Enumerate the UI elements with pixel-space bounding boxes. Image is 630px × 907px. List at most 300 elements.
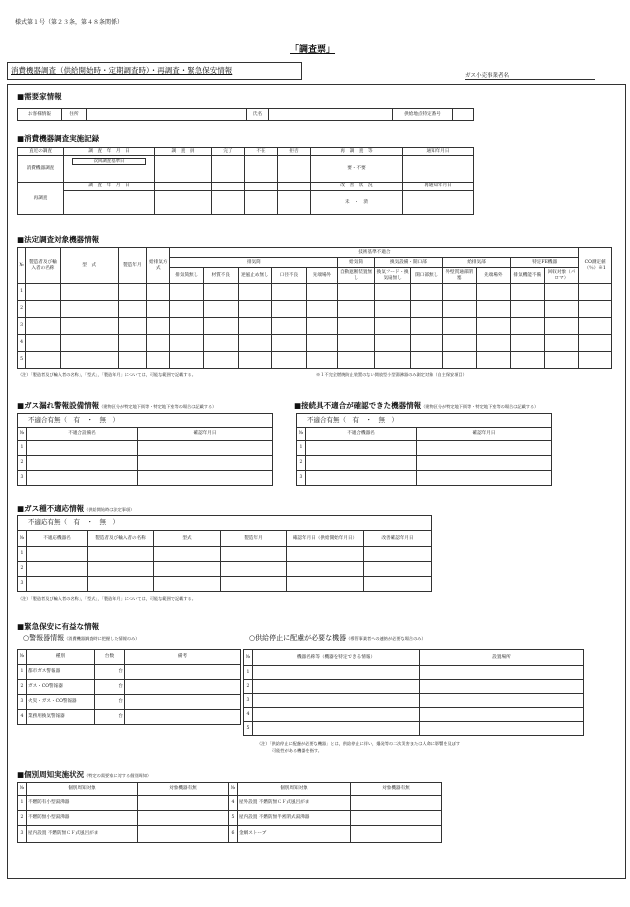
company-name-field[interactable] — [465, 73, 595, 80]
company-label: ガス小売事業者名 — [465, 73, 510, 79]
gastype-heading: ■ガス種不適応情報（供給開始時は法定事項） — [17, 504, 135, 513]
table-row[interactable] — [18, 710, 241, 725]
joint-status[interactable]: 不適合有無（ 有 ・ 無 ） — [297, 414, 552, 428]
joint-heading: ■接続具不適合が確認できた機器情報（建物区分が特定地下街等・特定地下室等の場合は記載する） — [294, 401, 539, 410]
col-hood: 換気フード・換気扇無し — [374, 268, 411, 284]
input-cell[interactable] — [118, 352, 146, 369]
input-cell[interactable] — [170, 335, 204, 352]
input-cell[interactable] — [420, 666, 584, 680]
input-cell[interactable] — [420, 708, 584, 722]
input-cell[interactable] — [442, 318, 476, 335]
input-cell[interactable] — [306, 441, 417, 456]
table-cell: 2 — [244, 680, 253, 694]
input-cell[interactable] — [221, 562, 287, 577]
input-cell[interactable] — [204, 335, 239, 352]
table-cell: 1 — [18, 796, 27, 811]
input-cell[interactable] — [544, 352, 579, 369]
col-tech-standard: 技術基準不適合 — [170, 248, 579, 258]
input-cell[interactable] — [118, 335, 146, 352]
table-row[interactable] — [18, 352, 612, 369]
input-cell[interactable] — [60, 284, 118, 301]
input-cell[interactable] — [138, 796, 229, 811]
notice-date-input[interactable] — [403, 156, 474, 182]
notice-table — [17, 782, 442, 843]
input-cell[interactable] — [138, 811, 229, 826]
input-cell[interactable] — [27, 547, 88, 562]
input-cell[interactable] — [64, 156, 155, 182]
table-row[interactable] — [244, 722, 584, 736]
input-cell[interactable] — [155, 190, 212, 214]
input-cell[interactable] — [411, 284, 443, 301]
supply-point-label: 供給地点特定番号 — [393, 109, 453, 121]
input-cell[interactable] — [138, 471, 273, 486]
address-input[interactable] — [87, 109, 247, 121]
input-cell[interactable] — [238, 284, 272, 301]
input-cell[interactable] — [147, 352, 170, 369]
table-cell: 3 — [18, 826, 27, 843]
col-combustion: 給排気方式 — [147, 248, 170, 284]
table-cell: 台 — [95, 710, 125, 725]
table-row[interactable] — [18, 680, 241, 695]
input-cell[interactable] — [374, 301, 411, 318]
table-cell: 3 — [244, 694, 253, 708]
survey-heading: ■消費機器調査実施記録 — [17, 134, 100, 143]
input-cell[interactable] — [544, 284, 579, 301]
table-cell: 製造者及び輸入者の名称 — [88, 531, 154, 547]
emergency-heading: ■緊急保安に有益な情報 — [17, 622, 100, 631]
table-cell: № — [18, 783, 27, 796]
customer-heading: ■需要家情報 — [17, 92, 62, 101]
input-cell[interactable] — [253, 708, 420, 722]
col-manufacture-date: 製造年月 — [118, 248, 146, 284]
input-cell[interactable] — [88, 547, 154, 562]
input-cell[interactable] — [204, 301, 239, 318]
resurvey-date-input[interactable] — [64, 190, 155, 214]
input-cell[interactable] — [154, 547, 221, 562]
table-cell: 不適合機器名 — [306, 428, 417, 441]
refused-check[interactable] — [278, 156, 311, 182]
table-cell: 確認年月日 — [138, 428, 273, 441]
table-cell: 製造年月 — [221, 531, 287, 547]
input-cell[interactable] — [306, 301, 338, 318]
table-row[interactable] — [18, 695, 241, 710]
input-cell[interactable] — [272, 335, 307, 352]
input-cell[interactable] — [374, 352, 411, 369]
table-row[interactable] — [18, 441, 273, 456]
input-cell[interactable] — [27, 562, 88, 577]
input-cell[interactable] — [238, 335, 272, 352]
input-cell[interactable] — [26, 318, 61, 335]
input-cell[interactable] — [306, 352, 338, 369]
table-row[interactable] — [18, 665, 241, 680]
col-co-value: CO測定値（％）※1 — [579, 248, 612, 284]
input-cell[interactable] — [27, 441, 138, 456]
table-cell: 屋内設置 不燃防無ＣＦ式風呂がま — [27, 826, 138, 843]
table-cell: № — [297, 428, 306, 441]
col-no: № — [18, 248, 26, 284]
alarm-heading-note: （建物区分が特定地下街等・特定地下室等の場合は記載する） — [99, 404, 217, 409]
col-ventilation: 換気設備・開口部 — [374, 258, 442, 268]
input-cell[interactable] — [253, 680, 420, 694]
input-cell[interactable] — [287, 577, 364, 592]
name-input[interactable] — [269, 109, 393, 121]
input-cell[interactable] — [442, 335, 476, 352]
input-cell[interactable] — [476, 318, 511, 335]
col-complete: 完了 — [212, 148, 245, 156]
input-cell[interactable] — [125, 695, 241, 710]
input-cell[interactable] — [253, 666, 420, 680]
notice-heading-note: （特定の需要家に対する個別周知） — [84, 773, 152, 778]
row-device-survey: 消費機器調査 — [18, 156, 64, 182]
table-cell: 都市ガス警報器 — [27, 665, 95, 680]
input-cell[interactable] — [125, 710, 241, 725]
alarm-info-note: （消費機器調査時に把握した情報のみ） — [64, 636, 140, 641]
input-cell[interactable] — [364, 547, 432, 562]
input-cell[interactable] — [272, 284, 307, 301]
alarm-status[interactable]: 不適合有無（ 有 ・ 無 ） — [18, 414, 273, 428]
input-cell[interactable] — [420, 694, 584, 708]
input-cell[interactable] — [278, 190, 311, 214]
input-cell[interactable] — [544, 301, 579, 318]
input-cell[interactable] — [338, 318, 375, 335]
input-cell[interactable] — [272, 301, 307, 318]
input-cell[interactable] — [411, 335, 443, 352]
input-cell[interactable] — [544, 318, 579, 335]
table-cell: 業務用換気警報器 — [27, 710, 95, 725]
input-cell[interactable] — [420, 680, 584, 694]
input-cell[interactable] — [253, 694, 420, 708]
input-cell[interactable] — [511, 284, 545, 301]
table-cell: 1 — [18, 284, 26, 301]
input-cell[interactable] — [245, 190, 278, 214]
input-cell[interactable] — [338, 301, 375, 318]
table-cell: 台 — [95, 665, 125, 680]
table-cell: 金網ストーブ — [238, 826, 351, 843]
input-cell[interactable] — [306, 335, 338, 352]
devices-note: （注）「製造者及び輸入者の名称」，「型式」，「製造年月」については，可能な範囲で記載する。 — [18, 372, 196, 377]
input-cell[interactable] — [338, 352, 375, 369]
input-cell[interactable] — [511, 352, 545, 369]
input-cell[interactable] — [351, 796, 442, 811]
col-supply: 給気筒 — [338, 258, 375, 268]
input-cell[interactable] — [154, 577, 221, 592]
input-cell[interactable] — [60, 352, 118, 369]
input-cell[interactable] — [60, 301, 118, 318]
input-cell[interactable] — [88, 562, 154, 577]
input-cell[interactable] — [511, 318, 545, 335]
input-cell[interactable] — [374, 284, 411, 301]
table-cell: 2 — [18, 811, 27, 826]
input-cell[interactable] — [306, 318, 338, 335]
table-cell: 2 — [18, 301, 26, 318]
input-cell[interactable] — [511, 301, 545, 318]
table-row[interactable] — [18, 301, 612, 318]
input-cell[interactable] — [27, 456, 138, 471]
table-cell: 2 — [18, 680, 27, 695]
alarm-info-table — [17, 649, 241, 725]
complete-check[interactable] — [212, 156, 245, 182]
input-cell[interactable] — [579, 352, 612, 369]
input-cell[interactable] — [579, 335, 612, 352]
input-cell[interactable] — [60, 335, 118, 352]
input-cell[interactable] — [204, 318, 239, 335]
input-cell[interactable] — [411, 352, 443, 369]
input-cell[interactable] — [374, 318, 411, 335]
table-cell: 3 — [18, 318, 26, 335]
devices-table — [17, 247, 612, 369]
table-cell: 1 — [244, 666, 253, 680]
input-cell[interactable] — [287, 562, 364, 577]
col-model: 型 式 — [60, 248, 118, 284]
input-cell[interactable] — [417, 456, 552, 471]
input-cell[interactable] — [338, 284, 375, 301]
alarm-table — [17, 413, 273, 486]
input-cell[interactable] — [476, 352, 511, 369]
devices-heading: ■法定調査対象機器情報 — [17, 235, 100, 244]
joint-table — [296, 413, 552, 486]
input-cell[interactable] — [287, 547, 364, 562]
input-cell[interactable] — [306, 471, 417, 486]
input-cell[interactable] — [26, 301, 61, 318]
table-row[interactable] — [18, 547, 432, 562]
table-row[interactable] — [244, 694, 584, 708]
input-cell[interactable] — [118, 301, 146, 318]
table-row[interactable] — [18, 456, 273, 471]
table-cell: 6 — [229, 826, 238, 843]
input-cell[interactable] — [272, 352, 307, 369]
need-option[interactable]: 要・不要 — [311, 156, 403, 182]
name-label: 氏名 — [247, 109, 269, 121]
renotice-date-input[interactable] — [403, 190, 474, 214]
col-intake-tip: 先端場外 — [476, 268, 511, 284]
table-cell: 5 — [18, 352, 26, 369]
col-material: 材質不良 — [204, 268, 239, 284]
table-row[interactable] — [297, 441, 552, 456]
input-cell[interactable] — [351, 826, 442, 843]
table-cell: 屋外設置 不燃防無ＣＦ式風呂がま — [238, 796, 351, 811]
col-special-fe: 特定FE機器 — [511, 258, 579, 268]
input-cell[interactable] — [544, 335, 579, 352]
input-cell[interactable] — [511, 335, 545, 352]
surveyor-input[interactable] — [155, 156, 212, 182]
input-cell[interactable] — [170, 318, 204, 335]
input-cell[interactable] — [147, 284, 170, 301]
table-row[interactable] — [244, 666, 584, 680]
table-cell: 4 — [229, 796, 238, 811]
alarm-heading: ■ガス漏れ警報設備情報（建物区分が特定地下街等・特定地下室等の場合は記載する） — [17, 401, 217, 410]
input-cell[interactable] — [306, 456, 417, 471]
table-row[interactable] — [18, 562, 432, 577]
input-cell[interactable] — [212, 182, 245, 190]
table-cell: 機器名称等（機器を特定できる情報） — [253, 650, 420, 666]
table-row[interactable] — [18, 826, 442, 843]
input-cell[interactable] — [212, 190, 245, 214]
input-cell[interactable] — [364, 562, 432, 577]
input-cell[interactable] — [338, 335, 375, 352]
absent-check[interactable] — [245, 156, 278, 182]
input-cell[interactable] — [155, 182, 212, 190]
input-cell[interactable] — [118, 284, 146, 301]
col-improvement: 改 善 状 況 — [311, 182, 403, 190]
table-cell: 個別周知対象 — [238, 783, 351, 796]
input-cell[interactable] — [374, 335, 411, 352]
col-absent: 不在 — [245, 148, 278, 156]
next-survey-date: 次回調査基準日 — [72, 158, 146, 165]
input-cell[interactable] — [204, 284, 239, 301]
input-cell[interactable] — [476, 335, 511, 352]
table-row[interactable] — [297, 471, 552, 486]
table-row[interactable] — [244, 708, 584, 722]
table-cell: № — [18, 428, 27, 441]
improvement-option[interactable]: 未 ・ 済 — [311, 190, 403, 214]
input-cell[interactable] — [26, 284, 61, 301]
input-cell[interactable] — [26, 335, 61, 352]
devices-footnote: ※１不完全燃焼防止装置のない開放型小型湯沸器のみ測定対象（自主保安項目） — [316, 372, 467, 377]
table-cell: 1 — [18, 441, 27, 456]
input-cell[interactable] — [579, 301, 612, 318]
input-cell[interactable] — [125, 680, 241, 695]
input-cell[interactable] — [238, 318, 272, 335]
table-cell: 備考 — [125, 650, 241, 665]
input-cell[interactable] — [306, 284, 338, 301]
form-number: 様式第１号（第２３条，第４８条関係） — [15, 19, 124, 26]
table-row[interactable] — [18, 811, 442, 826]
table-cell: № — [229, 783, 238, 796]
table-row[interactable] — [297, 456, 552, 471]
table-cell: 1 — [297, 441, 306, 456]
table-row[interactable] — [244, 680, 584, 694]
input-cell[interactable] — [245, 182, 278, 190]
table-row[interactable] — [18, 284, 612, 301]
table-cell: 3 — [297, 471, 306, 486]
alarm-info-title: ○警報器情報（消費機器調査時に把握した情報のみ） — [23, 634, 140, 642]
table-cell: 4 — [18, 710, 27, 725]
table-cell: № — [244, 650, 253, 666]
col-exhaust-none: 排気筒無し — [170, 268, 204, 284]
table-cell: 1 — [18, 665, 27, 680]
table-cell: 確認年月日（供給開始年月日） — [287, 531, 364, 547]
table-row[interactable] — [18, 577, 432, 592]
input-cell[interactable] — [170, 284, 204, 301]
input-cell[interactable] — [278, 182, 311, 190]
table-cell: 1 — [18, 547, 27, 562]
input-cell[interactable] — [88, 577, 154, 592]
col-exhaust-func: 排気機能不備 — [511, 268, 545, 284]
input-cell[interactable] — [147, 335, 170, 352]
input-cell[interactable] — [27, 577, 88, 592]
col-refused: 拒否 — [278, 148, 311, 156]
table-cell: 2 — [18, 456, 27, 471]
input-cell[interactable] — [170, 301, 204, 318]
customer-table — [17, 108, 474, 121]
input-cell[interactable] — [154, 562, 221, 577]
input-cell[interactable] — [26, 352, 61, 369]
input-cell[interactable] — [411, 301, 443, 318]
table-cell: № — [18, 531, 27, 547]
input-cell[interactable] — [579, 318, 612, 335]
input-cell[interactable] — [238, 301, 272, 318]
input-cell[interactable] — [442, 284, 476, 301]
table-cell: 不燃防有小型湯沸器 — [27, 796, 138, 811]
table-row[interactable] — [18, 471, 273, 486]
input-cell[interactable] — [272, 318, 307, 335]
input-cell[interactable] — [417, 471, 552, 486]
input-cell[interactable] — [442, 301, 476, 318]
table-cell: 3 — [18, 695, 27, 710]
customer-info-label: お客様情報 — [18, 109, 62, 121]
table-cell: 設置場所 — [420, 650, 584, 666]
input-cell[interactable] — [411, 318, 443, 335]
row-resurvey: 再調査 — [18, 182, 64, 215]
table-cell: 確認年月日 — [417, 428, 552, 441]
input-cell[interactable] — [420, 722, 584, 736]
input-cell[interactable] — [253, 722, 420, 736]
input-cell[interactable] — [204, 352, 239, 369]
form-subtitle: 消費機器調査（供給開始時・定期調査時）・再調査・緊急保安情報 — [7, 62, 302, 80]
col-latest: 直近の調査 — [18, 148, 64, 156]
table-row[interactable] — [18, 335, 612, 352]
input-cell[interactable] — [138, 826, 229, 843]
input-cell[interactable] — [476, 301, 511, 318]
input-cell[interactable] — [125, 665, 241, 680]
input-cell[interactable] — [442, 352, 476, 369]
input-cell[interactable] — [147, 318, 170, 335]
supply-stop-title: ○供給停止に配慮が必要な機器（導管事業者への連絡が必要な場合のみ） — [249, 634, 426, 642]
survey-table — [17, 147, 474, 215]
notice-heading: ■個別周知実施状況（特定の需要家に対する個別周知） — [17, 770, 152, 779]
supply-point-input[interactable] — [453, 109, 474, 121]
gastype-table — [17, 515, 432, 592]
table-cell: 2 — [297, 456, 306, 471]
input-cell[interactable] — [351, 811, 442, 826]
table-row[interactable] — [18, 796, 442, 811]
table-cell: 4 — [18, 335, 26, 352]
supply-stop-note-2: 可能性がある機器を指す。 — [272, 748, 322, 753]
table-cell: 5 — [244, 722, 253, 736]
gastype-heading-note: （供給開始時は法定事項） — [84, 507, 135, 512]
input-cell[interactable] — [138, 456, 273, 471]
joint-heading-note: （建物区分が特定地下街等・特定地下室等の場合は記載する） — [421, 404, 539, 409]
supply-stop-note: （導管事業者への連絡が必要な場合のみ） — [346, 636, 426, 641]
input-cell[interactable] — [170, 352, 204, 369]
page-title: 「調査票」 — [290, 45, 336, 55]
table-cell: 台 — [95, 695, 125, 710]
input-cell[interactable] — [60, 318, 118, 335]
input-cell[interactable] — [417, 441, 552, 456]
table-cell: 屋内設置 不燃防無半密閉式湯沸器 — [238, 811, 351, 826]
col-maker: 製造者及び輸入者の名称 — [26, 248, 61, 284]
input-cell[interactable] — [238, 352, 272, 369]
input-cell[interactable] — [221, 547, 287, 562]
input-cell[interactable] — [579, 284, 612, 301]
table-cell: 5 — [229, 811, 238, 826]
table-cell: 4 — [244, 708, 253, 722]
input-cell[interactable] — [138, 441, 273, 456]
table-cell: 対象機器有無 — [351, 783, 442, 796]
col-resurvey-date: 調 査 年 月 日 — [64, 182, 155, 190]
table-row[interactable] — [18, 318, 612, 335]
gastype-status[interactable]: 不適応有無（ 有 ・ 無 ） — [18, 516, 432, 531]
input-cell[interactable] — [221, 577, 287, 592]
input-cell[interactable] — [476, 284, 511, 301]
col-exhaust: 排気筒 — [170, 258, 338, 268]
table-cell: 対象機器有無 — [138, 783, 229, 796]
input-cell[interactable] — [27, 471, 138, 486]
table-cell: 型式 — [154, 531, 221, 547]
input-cell[interactable] — [147, 301, 170, 318]
input-cell[interactable] — [118, 318, 146, 335]
input-cell[interactable] — [364, 577, 432, 592]
